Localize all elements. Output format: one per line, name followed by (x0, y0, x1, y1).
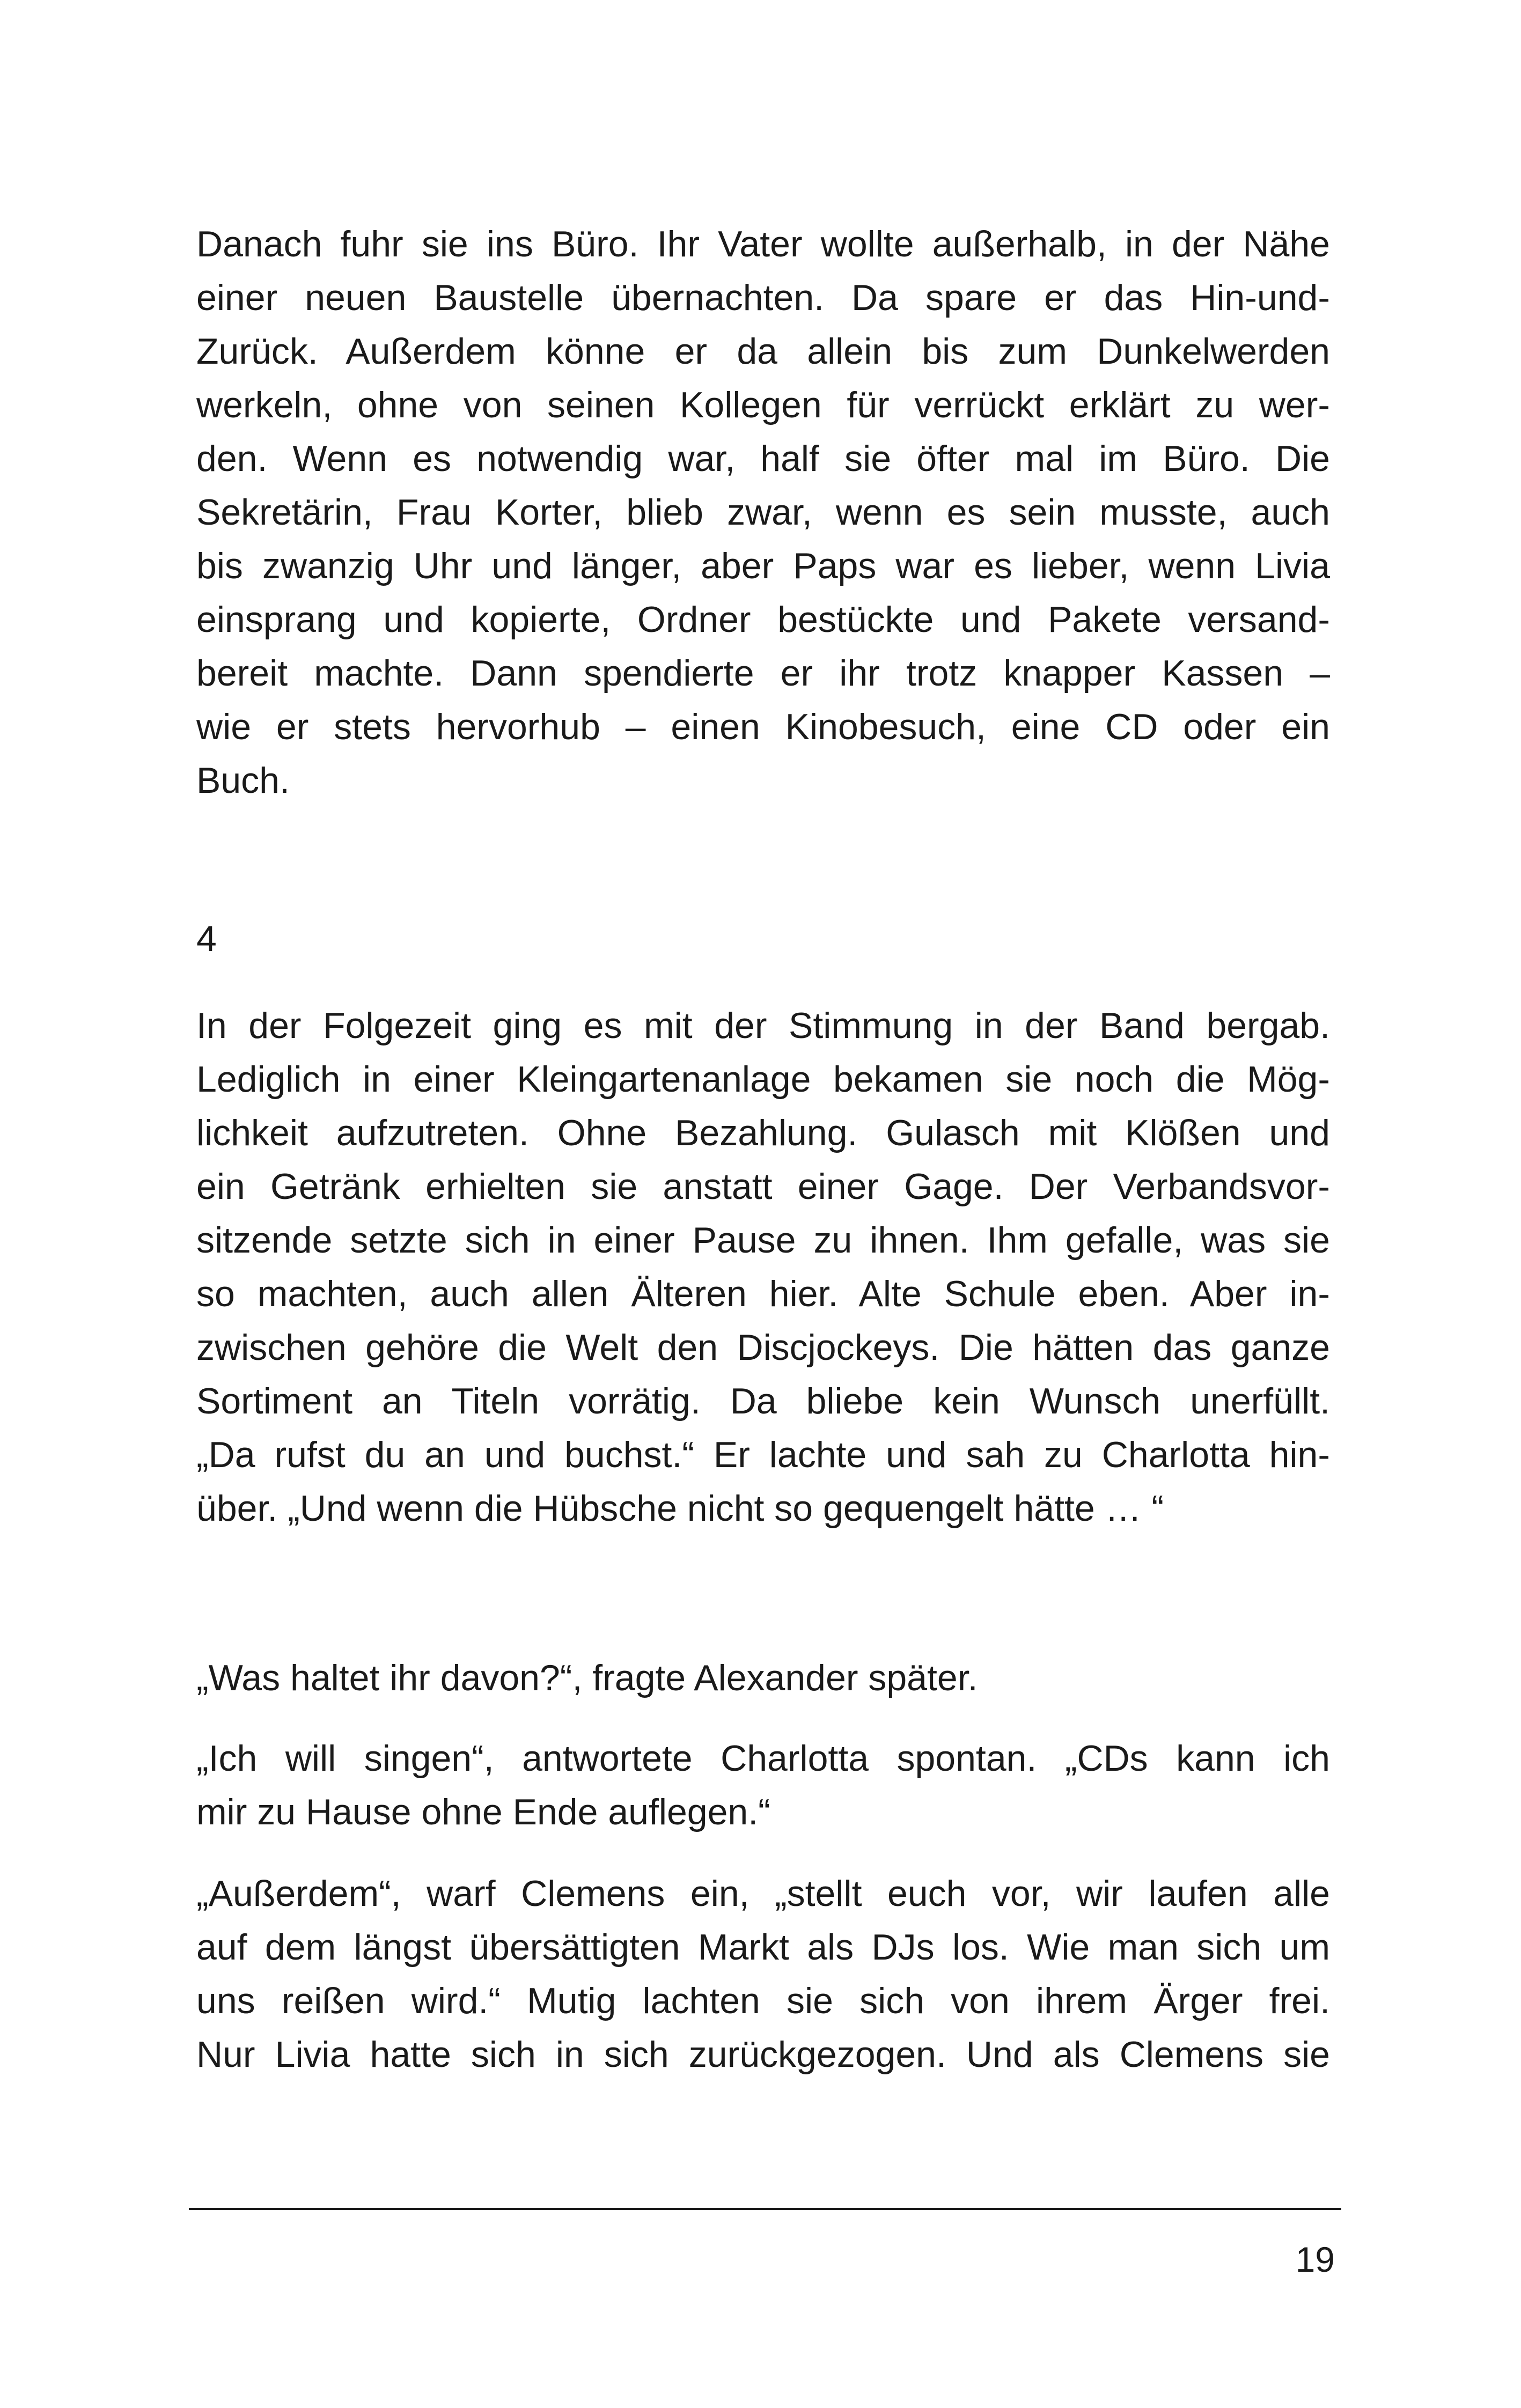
text-line: zwischen gehöre die Welt den Discjockeys. Die hätten das ganze (196, 1327, 1330, 1368)
text-line: auf dem längst übersättigten Markt als DJs los. Wie man sich um (196, 1927, 1330, 1968)
text-line: „Ich will singen“, antwortete Charlotta spontan. „CDs kann ich (196, 1738, 1330, 1779)
text-line: wie er stets hervorhub – einen Kinobesuch, eine CD oder ein (196, 706, 1330, 747)
chapter-number: 4 (196, 918, 217, 959)
text-line: bereit machte. Dann spendierte er ihr trotz knapper Kassen – (196, 653, 1330, 694)
text-line: ein Getränk erhielten sie anstatt einer Gage. Der Verbandsvor- (196, 1166, 1330, 1207)
text-line: „Da rufst du an und buchst.“ Er lachte und sah zu Charlotta hin- (196, 1434, 1330, 1475)
text-line: den. Wenn es notwendig war, half sie öfter mal im Büro. Die (196, 438, 1330, 479)
text-line: so machten, auch allen Älteren hier. Alte Schule eben. Aber in- (196, 1273, 1330, 1314)
text-line: mir zu Hause ohne Ende auflegen.“ (196, 1792, 770, 1832)
text-line: In der Folgezeit ging es mit der Stimmung in der Band bergab. (196, 1005, 1330, 1046)
text-line: Sekretärin, Frau Korter, blieb zwar, wenn es sein musste, auch (196, 492, 1330, 533)
text-line: Lediglich in einer Kleingartenanlage bekamen sie noch die Mög- (196, 1059, 1330, 1100)
text-line: Buch. (196, 760, 290, 801)
text-line: bis zwanzig Uhr und länger, aber Paps war es lieber, wenn Livia (196, 546, 1330, 586)
text-line: über. „Und wenn die Hübsche nicht so gequengelt hätte … “ (196, 1488, 1164, 1529)
text-line: Zurück. Außerdem könne er da allein bis zum Dunkelwerden (196, 331, 1330, 372)
page-number: 19 (1295, 2240, 1335, 2279)
text-line: einer neuen Baustelle übernachten. Da spare er das Hin-und- (196, 277, 1330, 318)
text-line: „Was haltet ihr davon?“, fragte Alexander später. (196, 1658, 978, 1698)
text-line: einsprang und kopierte, Ordner bestückte und Pakete versand- (196, 599, 1330, 640)
text-line: Sortiment an Titeln vorrätig. Da bliebe kein Wunsch unerfüllt. (196, 1381, 1330, 1422)
text-line: werkeln, ohne von seinen Kollegen für verrückt erklärt zu wer- (196, 385, 1330, 425)
text-line: uns reißen wird.“ Mutig lachten sie sich von ihrem Ärger frei. (196, 1980, 1330, 2021)
text-line: Danach fuhr sie ins Büro. Ihr Vater wollte außerhalb, in der Nähe (196, 224, 1330, 264)
text-line: Nur Livia hatte sich in sich zurückgezogen. Und als Clemens sie (196, 2034, 1330, 2075)
text-line: sitzende setzte sich in einer Pause zu ihnen. Ihm gefalle, was sie (196, 1220, 1330, 1261)
text-line: „Außerdem“, warf Clemens ein, „stellt euch vor, wir laufen alle (196, 1873, 1330, 1914)
text-line: lichkeit aufzutreten. Ohne Bezahlung. Gulasch mit Klößen und (196, 1113, 1330, 1153)
footer-divider (189, 2208, 1341, 2210)
